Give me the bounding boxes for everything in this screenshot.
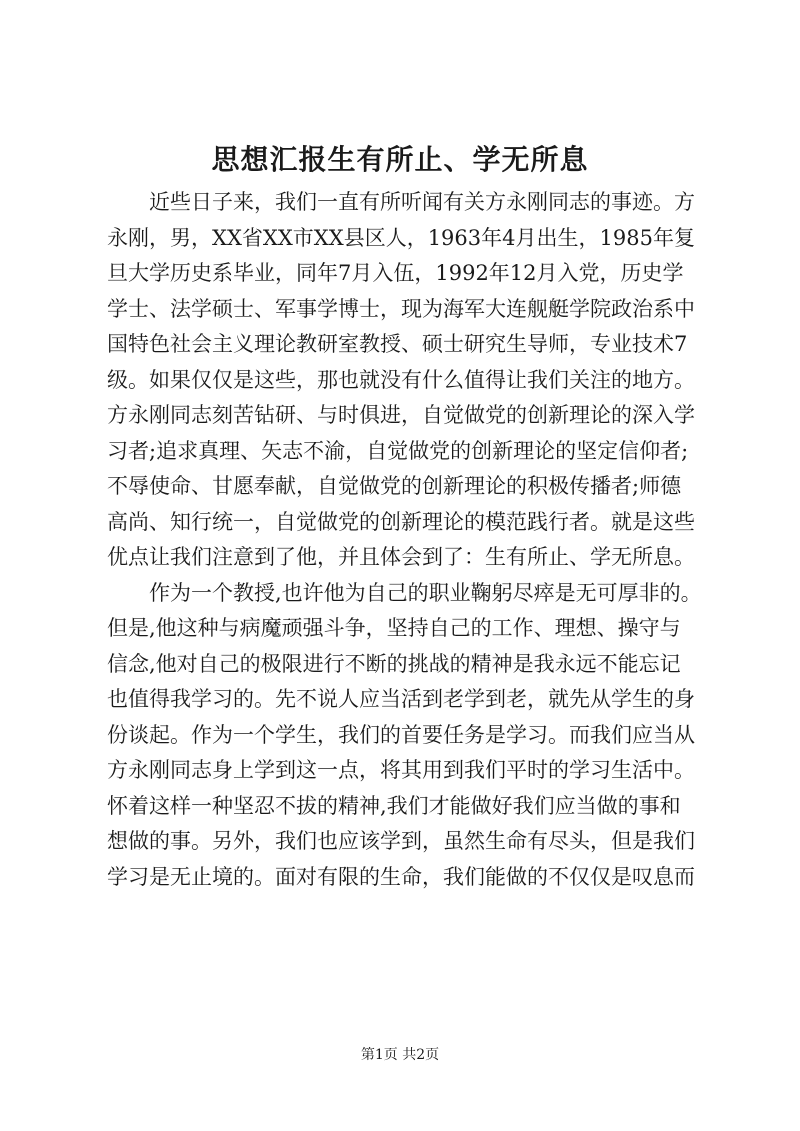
text-line: 级。如果仅仅是这些，那也就没有什么值得让我们关注的地方。 [107,367,695,392]
document-title: 思想汇报生有所止、学无所息 [211,143,589,176]
text-line: 学习是无止境的。面对有限的生命，我们能做的不仅仅是叹息而 [107,864,695,889]
text-line: 永刚，男，XX省XX市XX县区人，1963年4月出生，1985年复 [107,225,695,250]
text-line: 近些日子来，我们一直有所听闻有关方永刚同志的事迹。方 [107,190,695,214]
text-line: 但是,他这种与病魔顽强斗争，坚持自己的工作、理想、操守与 [107,616,681,640]
text-line: 作为一个教授,也许他为自己的职业鞠躬尽瘁是无可厚非的。 [107,580,702,605]
text-line: 旦大学历史系毕业，同年7月入伍，1992年12月入党，历史学 [107,261,684,285]
text-line: 怀着这样一种坚忍不拔的精神,我们才能做好我们应当做的事和 [107,793,681,818]
text-line: 信念,他对自己的极限进行不断的挑战的精神是我永远不能忘记 [107,651,681,676]
text-line: 国特色社会主义理论教研室教授、硕士研究生导师，专业技术7 [107,332,688,356]
page-number-footer: 第1页 共2页 [360,1047,440,1063]
text-line: 份谈起。作为一个学生，我们的首要任务是学习。而我们应当从 [107,722,695,747]
text-line: 想做的事。另外，我们也应该学到，虽然生命有尽头，但是我们 [107,829,695,853]
text-line: 不辱使命、甘愿奉献，自觉做党的创新理论的积极传播者;师德 [107,474,682,498]
text-line: 方永刚同志身上学到这一点，将其用到我们平时的学习生活中。 [107,758,695,782]
text-line: 方永刚同志刻苦钻研、与时俱进，自觉做党的创新理论的深入学 [107,403,695,427]
document-body [107,185,707,895]
text-line: 也值得我学习的。先不说人应当活到老学到老，就先从学生的身 [107,687,695,711]
text-line: 学士、法学硕士、军事学博士，现为海军大连舰艇学院政治系中 [107,296,695,321]
text-line: 优点让我们注意到了他，并且体会到了：生有所止、学无所息。 [107,545,695,569]
text-line: 习者;追求真理、矢志不渝，自觉做党的创新理论的坚定信仰者; [107,438,689,463]
text-line: 高尚、知行统一，自觉做党的创新理论的模范践行者。就是这些 [107,509,695,534]
